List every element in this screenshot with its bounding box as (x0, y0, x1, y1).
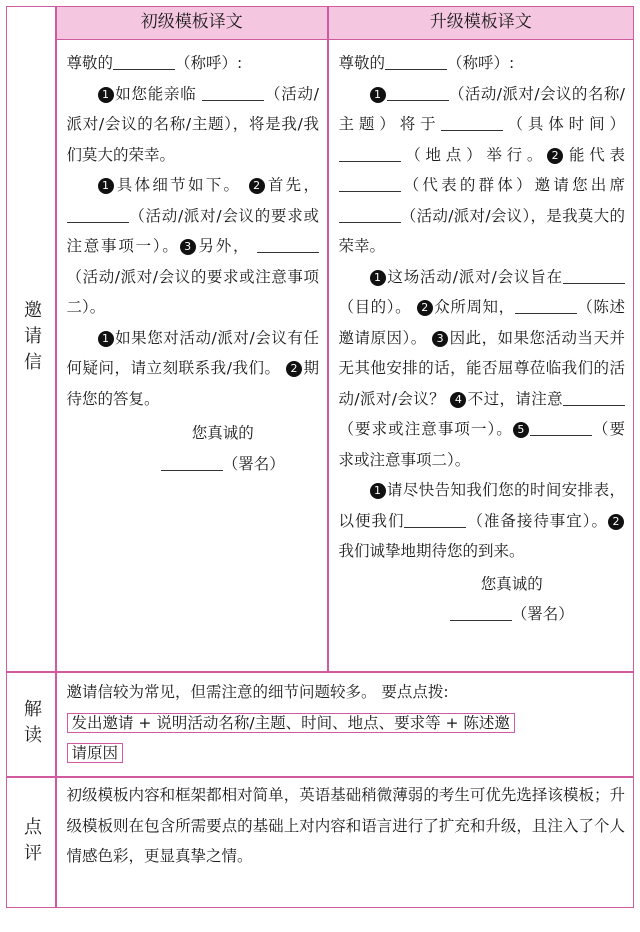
analysis-text: 邀请信较为常见，但需注意的细节问题较多。 要点点拨: 发出邀请 + 说明活动名称/主题、时间、地点、要求等 + 陈述邀 请原因 (57, 673, 634, 776)
comment-text: 初级模板内容和框架都相对简单，英语基础稍微薄弱的考生可优先选择该模板；升级模板则在包含所需要点的基础上对内容和语言进行了扩充和升级，且注入了个人情感色彩，更显真挚之情。 (66, 786, 625, 865)
basic-template-text: 尊敬的 （称呼）: 1 如您能亲临 （活动/派对/会议的名称/主题），将是我/我们莫大的荣幸。 1 具体细节如下。 2 首先， （活动/派对/会议的要求或注意事项一）。 3 另外， （活动/派对/会议的要求或注意事项二）。 1 如果您对活动/派对/会议有任何疑问，请立刻联系我/我们。 2 期待您的答复。 您真诚的 （署名） (57, 40, 328, 670)
template-table (6, 6, 634, 908)
row-label-comment: 点评 (21, 816, 42, 869)
key-points-box: 请原因 (67, 743, 124, 763)
advanced-template-text: 尊敬的 （称呼）: 1 （活动/派对/会议的名称/主题）将于 （具体时间）（地点）举行。 2 能代表（代表的群体）邀请您出席（活动/派对/会议），是我莫大的荣幸。 1 这场活动/派对/会议旨在（目的）。 2 众所周知， （陈述邀请原因）。 3 因此，如果您活动当天并无其他安排的话，能否屈尊莅临我们的活动/派对/会议？ 4 不过，请注意（要求或注意事项一）。 5 （要求或注意事项二）。 1 请尽快告知我们您的时间安排表，以便我们 （准备接待事宜）。 2我们诚挚地期待您的到来。 您真诚的 （署名） (329, 40, 634, 670)
key-points-box: 发出邀请 + 说明活动名称/主题、时间、地点、要求等 + 陈述邀 (67, 713, 515, 733)
row-label-letter: 邀请信 (21, 300, 42, 378)
header-advanced: 升级模板译文 (329, 7, 634, 39)
header-basic: 初级模板译文 (57, 7, 328, 39)
row-label-analysis: 解读 (21, 698, 42, 751)
